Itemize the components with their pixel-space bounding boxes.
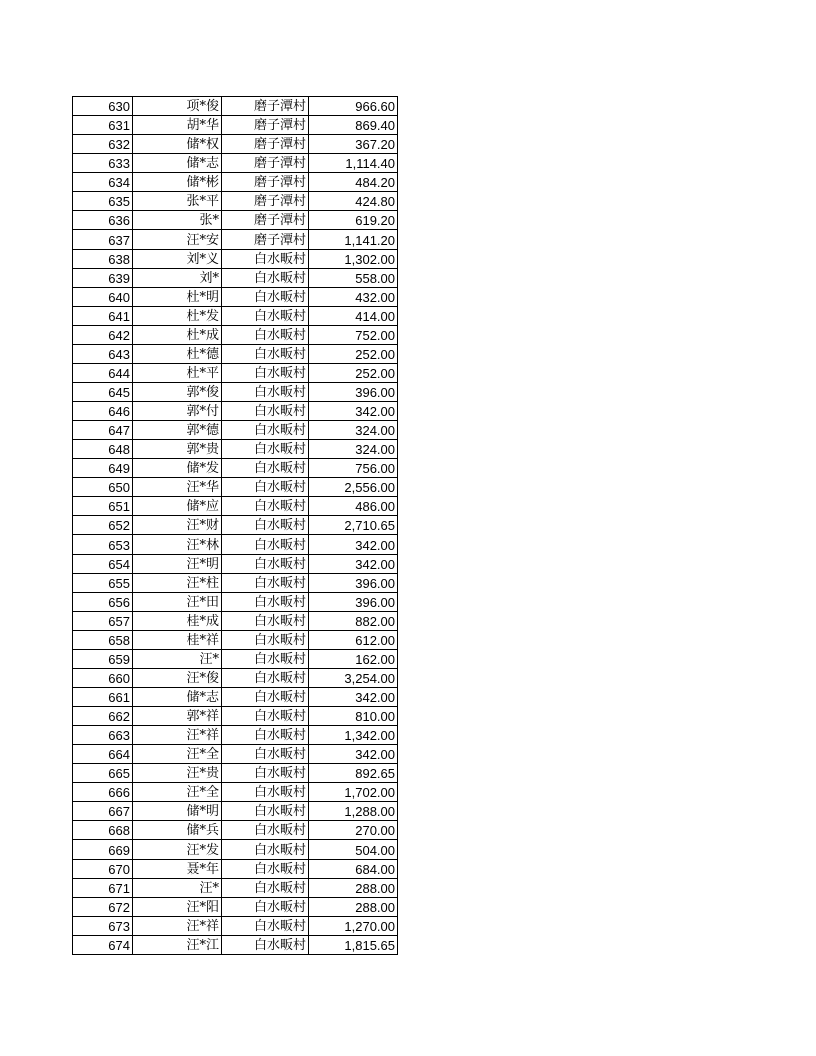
table-row [73,192,398,211]
table-row [73,306,398,325]
name-cell: 杜*成 [133,325,222,344]
village-cell: 白水畈村 [222,611,309,630]
table-row [73,382,398,401]
amount-cell: 342.00 [309,535,398,554]
row-number-cell: 632 [73,135,133,154]
amount-cell: 504.00 [309,840,398,859]
row-number-cell: 642 [73,325,133,344]
row-number-cell: 647 [73,421,133,440]
name-cell: 汪*财 [133,516,222,535]
amount-cell: 396.00 [309,573,398,592]
table-row [73,268,398,287]
amount-cell: 2,710.65 [309,516,398,535]
village-cell: 白水畈村 [222,668,309,687]
table-row [73,97,398,116]
amount-cell: 324.00 [309,421,398,440]
row-number-cell: 643 [73,344,133,363]
village-cell: 磨子潭村 [222,230,309,249]
amount-cell: 162.00 [309,649,398,668]
amount-cell: 684.00 [309,859,398,878]
table-row [73,649,398,668]
name-cell: 储*彬 [133,173,222,192]
village-cell: 磨子潭村 [222,173,309,192]
table-row [73,840,398,859]
village-cell: 白水畈村 [222,268,309,287]
table-row [73,325,398,344]
row-number-cell: 670 [73,859,133,878]
name-cell: 聂*年 [133,859,222,878]
amount-cell: 612.00 [309,630,398,649]
amount-cell: 396.00 [309,592,398,611]
row-number-cell: 663 [73,726,133,745]
name-cell: 郭*德 [133,421,222,440]
name-cell: 储*发 [133,459,222,478]
name-cell: 汪* [133,649,222,668]
name-cell: 汪* [133,878,222,897]
amount-cell: 3,254.00 [309,668,398,687]
table-row [73,478,398,497]
table-row [73,554,398,573]
row-number-cell: 634 [73,173,133,192]
amount-cell: 882.00 [309,611,398,630]
village-cell: 磨子潭村 [222,97,309,116]
row-number-cell: 650 [73,478,133,497]
row-number-cell: 667 [73,802,133,821]
table-row [73,878,398,897]
row-number-cell: 646 [73,402,133,421]
name-cell: 储*兵 [133,821,222,840]
amount-cell: 486.00 [309,497,398,516]
amount-cell: 869.40 [309,116,398,135]
village-cell: 磨子潭村 [222,116,309,135]
amount-cell: 252.00 [309,363,398,382]
amount-cell: 558.00 [309,268,398,287]
row-number-cell: 660 [73,668,133,687]
table-row [73,764,398,783]
row-number-cell: 651 [73,497,133,516]
amount-cell: 342.00 [309,745,398,764]
amount-cell: 1,342.00 [309,726,398,745]
table-row [73,668,398,687]
name-cell: 郭*贵 [133,440,222,459]
data-table [72,96,398,955]
village-cell: 白水畈村 [222,249,309,268]
village-cell: 白水畈村 [222,878,309,897]
amount-cell: 288.00 [309,878,398,897]
table-row [73,440,398,459]
village-cell: 白水畈村 [222,840,309,859]
name-cell: 杜*明 [133,287,222,306]
table-row [73,916,398,935]
name-cell: 汪*俊 [133,668,222,687]
row-number-cell: 630 [73,97,133,116]
village-cell: 白水畈村 [222,287,309,306]
table-row [73,173,398,192]
table-row [73,363,398,382]
name-cell: 张* [133,211,222,230]
village-cell: 白水畈村 [222,630,309,649]
row-number-cell: 656 [73,592,133,611]
row-number-cell: 641 [73,306,133,325]
village-cell: 磨子潭村 [222,135,309,154]
village-cell: 白水畈村 [222,440,309,459]
amount-cell: 414.00 [309,306,398,325]
table-row [73,783,398,802]
table-row [73,116,398,135]
table-row [73,287,398,306]
row-number-cell: 672 [73,897,133,916]
name-cell: 郭*祥 [133,707,222,726]
village-cell: 白水畈村 [222,325,309,344]
name-cell: 刘*义 [133,249,222,268]
name-cell: 杜*德 [133,344,222,363]
amount-cell: 424.80 [309,192,398,211]
row-number-cell: 636 [73,211,133,230]
row-number-cell: 633 [73,154,133,173]
village-cell: 白水畈村 [222,516,309,535]
village-cell: 白水畈村 [222,745,309,764]
village-cell: 白水畈村 [222,459,309,478]
row-number-cell: 640 [73,287,133,306]
name-cell: 郭*付 [133,402,222,421]
table-row [73,935,398,954]
village-cell: 白水畈村 [222,783,309,802]
amount-cell: 1,815.65 [309,935,398,954]
amount-cell: 752.00 [309,325,398,344]
village-cell: 白水畈村 [222,935,309,954]
village-cell: 白水畈村 [222,421,309,440]
amount-cell: 342.00 [309,554,398,573]
name-cell: 郭*俊 [133,382,222,401]
row-number-cell: 671 [73,878,133,897]
table-row [73,535,398,554]
amount-cell: 252.00 [309,344,398,363]
name-cell: 汪*祥 [133,726,222,745]
amount-cell: 1,141.20 [309,230,398,249]
name-cell: 胡*华 [133,116,222,135]
row-number-cell: 673 [73,916,133,935]
amount-cell: 892.65 [309,764,398,783]
table-row [73,402,398,421]
village-cell: 白水畈村 [222,554,309,573]
village-cell: 白水畈村 [222,726,309,745]
village-cell: 磨子潭村 [222,192,309,211]
table-row [73,592,398,611]
name-cell: 桂*成 [133,611,222,630]
table-row [73,497,398,516]
name-cell: 项*俊 [133,97,222,116]
name-cell: 汪*华 [133,478,222,497]
row-number-cell: 637 [73,230,133,249]
village-cell: 磨子潭村 [222,154,309,173]
row-number-cell: 638 [73,249,133,268]
table-row [73,211,398,230]
row-number-cell: 661 [73,687,133,706]
amount-cell: 342.00 [309,687,398,706]
table-row [73,707,398,726]
name-cell: 刘* [133,268,222,287]
row-number-cell: 653 [73,535,133,554]
name-cell: 汪*明 [133,554,222,573]
village-cell: 白水畈村 [222,382,309,401]
village-cell: 白水畈村 [222,478,309,497]
name-cell: 储*权 [133,135,222,154]
row-number-cell: 662 [73,707,133,726]
name-cell: 杜*平 [133,363,222,382]
row-number-cell: 655 [73,573,133,592]
row-number-cell: 664 [73,745,133,764]
row-number-cell: 631 [73,116,133,135]
amount-cell: 619.20 [309,211,398,230]
name-cell: 汪*林 [133,535,222,554]
row-number-cell: 639 [73,268,133,287]
amount-cell: 324.00 [309,440,398,459]
amount-cell: 756.00 [309,459,398,478]
name-cell: 汪*江 [133,935,222,954]
row-number-cell: 669 [73,840,133,859]
village-cell: 白水畈村 [222,897,309,916]
amount-cell: 1,114.40 [309,154,398,173]
village-cell: 白水畈村 [222,573,309,592]
village-cell: 白水畈村 [222,859,309,878]
village-cell: 白水畈村 [222,802,309,821]
table-row [73,459,398,478]
name-cell: 储*应 [133,497,222,516]
row-number-cell: 635 [73,192,133,211]
amount-cell: 288.00 [309,897,398,916]
table-row [73,745,398,764]
amount-cell: 270.00 [309,821,398,840]
village-cell: 白水畈村 [222,535,309,554]
amount-cell: 1,302.00 [309,249,398,268]
row-number-cell: 666 [73,783,133,802]
table-row [73,611,398,630]
table-row [73,687,398,706]
row-number-cell: 654 [73,554,133,573]
table-row [73,726,398,745]
village-cell: 白水畈村 [222,344,309,363]
name-cell: 汪*全 [133,745,222,764]
row-number-cell: 674 [73,935,133,954]
village-cell: 白水畈村 [222,649,309,668]
village-cell: 磨子潭村 [222,211,309,230]
name-cell: 汪*阳 [133,897,222,916]
amount-cell: 1,702.00 [309,783,398,802]
name-cell: 汪*全 [133,783,222,802]
table-row [73,344,398,363]
name-cell: 杜*发 [133,306,222,325]
row-number-cell: 668 [73,821,133,840]
table-row [73,249,398,268]
village-cell: 白水畈村 [222,821,309,840]
name-cell: 储*志 [133,687,222,706]
row-number-cell: 659 [73,649,133,668]
amount-cell: 1,288.00 [309,802,398,821]
row-number-cell: 648 [73,440,133,459]
name-cell: 张*平 [133,192,222,211]
amount-cell: 484.20 [309,173,398,192]
table-row [73,516,398,535]
name-cell: 汪*贵 [133,764,222,783]
name-cell: 汪*祥 [133,916,222,935]
table-body [73,97,398,955]
village-cell: 白水畈村 [222,306,309,325]
row-number-cell: 652 [73,516,133,535]
row-number-cell: 658 [73,630,133,649]
row-number-cell: 644 [73,363,133,382]
name-cell: 汪*田 [133,592,222,611]
village-cell: 白水畈村 [222,363,309,382]
row-number-cell: 657 [73,611,133,630]
name-cell: 储*志 [133,154,222,173]
table-row [73,859,398,878]
name-cell: 汪*安 [133,230,222,249]
village-cell: 白水畈村 [222,592,309,611]
amount-cell: 396.00 [309,382,398,401]
table-row [73,154,398,173]
amount-cell: 367.20 [309,135,398,154]
table-row [73,821,398,840]
name-cell: 桂*祥 [133,630,222,649]
table-row [73,573,398,592]
name-cell: 汪*发 [133,840,222,859]
table-row [73,421,398,440]
amount-cell: 966.60 [309,97,398,116]
row-number-cell: 649 [73,459,133,478]
table-row [73,135,398,154]
village-cell: 白水畈村 [222,707,309,726]
row-number-cell: 645 [73,382,133,401]
name-cell: 汪*柱 [133,573,222,592]
table-row [73,230,398,249]
village-cell: 白水畈村 [222,402,309,421]
amount-cell: 342.00 [309,402,398,421]
name-cell: 储*明 [133,802,222,821]
row-number-cell: 665 [73,764,133,783]
table-row [73,897,398,916]
village-cell: 白水畈村 [222,916,309,935]
table-row [73,630,398,649]
amount-cell: 810.00 [309,707,398,726]
amount-cell: 432.00 [309,287,398,306]
table-row [73,802,398,821]
amount-cell: 1,270.00 [309,916,398,935]
village-cell: 白水畈村 [222,687,309,706]
village-cell: 白水畈村 [222,497,309,516]
village-cell: 白水畈村 [222,764,309,783]
amount-cell: 2,556.00 [309,478,398,497]
